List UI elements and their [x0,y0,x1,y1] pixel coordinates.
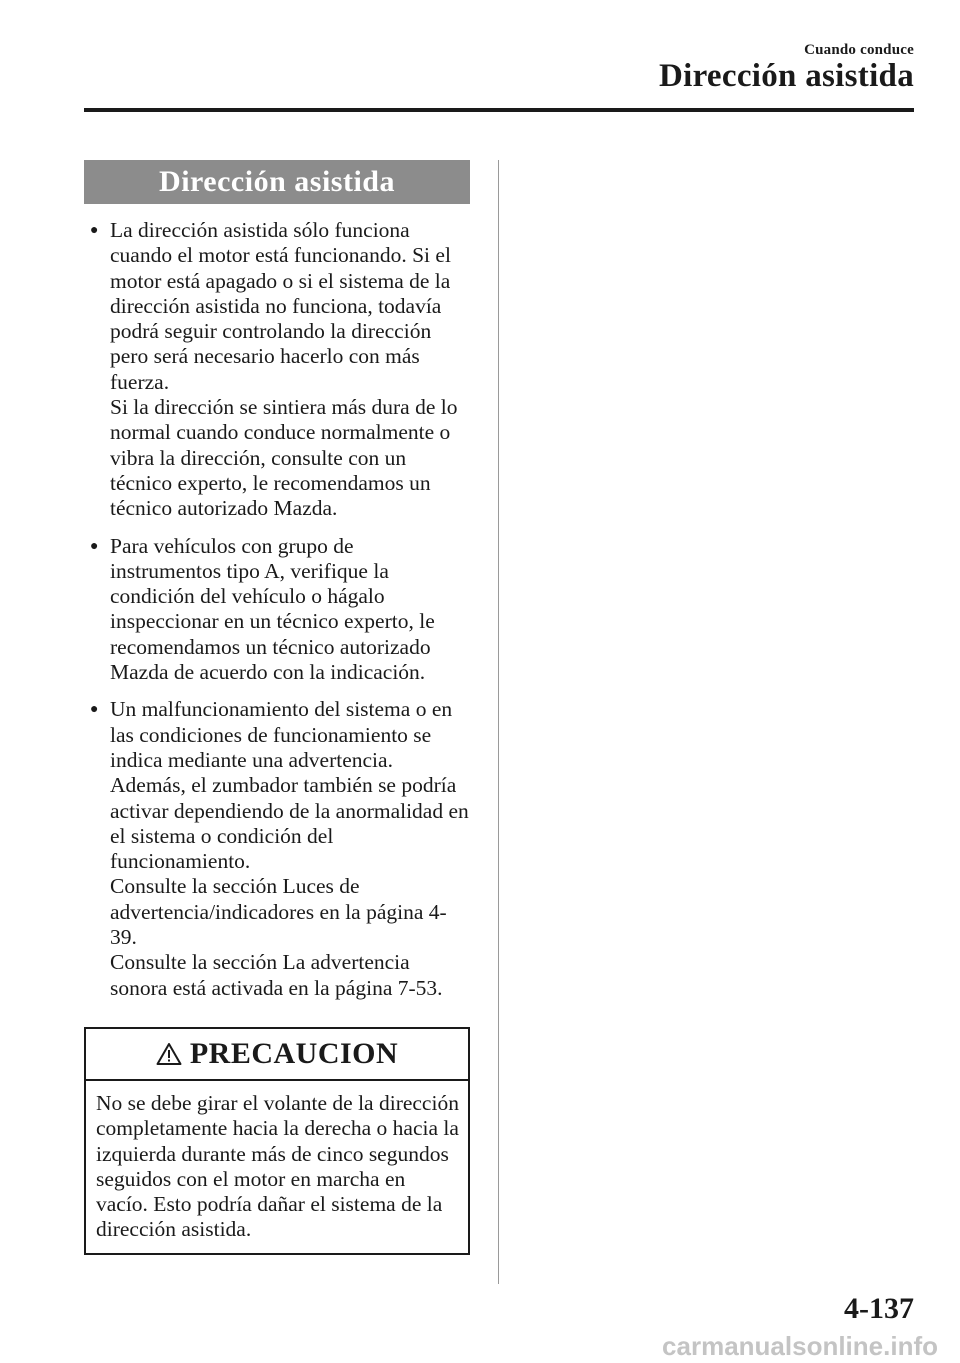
bullet-list [84,218,470,1001]
caution-box [84,1027,470,1255]
watermark: carmanualsonline.info [662,1331,938,1361]
bullet-dot-icon: ● [90,538,99,554]
page-number: 4-137 [844,1292,914,1325]
header-rule [84,108,914,112]
bullet-paragraph: Consulte la sección La advertencia sonora está activada en la página 7-53. [110,950,443,1000]
bullet-paragraph: Consulte la sección Luces de advertencia/indicadores en la página 4-39. [110,874,447,950]
caution-title: PRECAUCION [189,1036,399,1070]
bullet-paragraph: Para vehículos con grupo de instrumentos tipo A, verifique la condición del vehículo o hágalo inspeccionar en un técnico experto, le recomendamos un técnico autorizado Mazda de acuerdo con la indicación. [110,533,435,685]
bullet-item [84,697,470,1001]
caution-text: No se debe girar el volante de la dirección completamente hacia la derecha o hacia la izquierda durante más de cinco segundos seguidos con el motor en marcha en vacío. Esto podría dañar el sistema de la dirección asistida. [96,1090,459,1242]
bullet-dot-icon: ● [90,702,99,718]
bullet-paragraph: La dirección asistida sólo funciona cuando el motor está funcionando. Si el motor está apagado o si el sistema de la dirección asistida no funciona, todavía podrá seguir controlando la dirección pero será necesario hacerlo con más fuerza. [110,218,451,394]
warning-triangle-icon [156,1042,182,1066]
section-title: Dirección asistida [84,160,470,204]
column-divider [498,160,499,1284]
bullet-item [84,218,470,522]
bullet-item [84,534,470,686]
caution-header [86,1029,468,1081]
header-subsection: Cuando conduce [804,42,914,58]
header-title: Dirección asistida [658,58,914,94]
bullet-paragraph: Si la dirección se sintiera más dura de lo normal cuando conduce normalmente o vibra la dirección, consulte con un técnico experto, le recomendamos un técnico autorizado Mazda. [110,395,458,521]
bullet-paragraph: Un malfuncionamiento del sistema o en las condiciones de funcionamiento se indica mediante una advertencia. Además, el zumbador también se podría activar dependiendo de la anormalidad en el sistema o condición del funcionamiento. [110,697,469,874]
bullet-dot-icon: ● [90,223,99,238]
left-column [84,160,470,1255]
